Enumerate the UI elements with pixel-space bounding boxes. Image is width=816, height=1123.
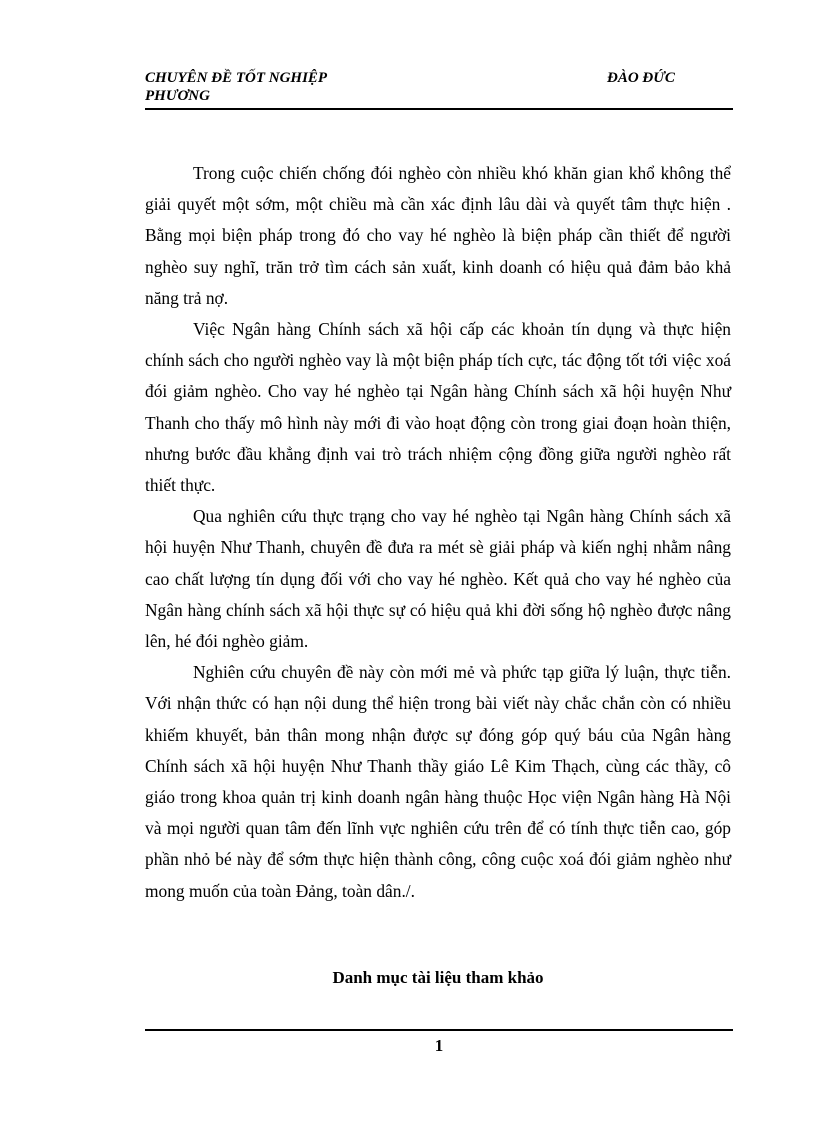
header-author-line2: PHƯƠNG [145, 88, 210, 104]
header-title: CHUYÊN ĐỀ TỐT NGHIỆP [145, 70, 328, 86]
paragraph: Việc Ngân hàng Chính sách xã hội cấp các khoản tín dụng và thực hiện chính sách cho người nghèo vay là một biện pháp tích cực, tác động tốt tới việc xoá đói giảm nghèo. Cho vay hé nghèo tại Ngân hàng Chính sách xã hội huyện Như Thanh cho thấy mô hình này mới đi vào hoạt động còn trong giai đoạn hoàn thiện, nhưng bước đầu khẳng định vai trò trách nhiệm cộng đồng giữa người nghèo rất thiết thực. [145, 319, 731, 496]
page-number: 1 [434, 1036, 444, 1055]
body-text [145, 158, 731, 907]
paragraph: Nghiên cứu chuyên đề này còn mới mẻ và phức tạp giữa lý luận, thực tiễn. Với nhận thức có hạn nội dung thể hiện trong bài viết này chắc chắn còn có nhiều khiếm khuyết, bản thân mong nhận được sự đóng góp quý báu của Ngân hàng Chính sách xã hội huyện Như Thanh thầy giáo Lê Kim Thạch, cùng các thầy, cô giáo trong khoa quản trị kinh doanh ngân hàng thuộc Học viện Ngân hàng Hà Nội và mọi người quan tâm đến lĩnh vực nghiên cứu trên để có tính thực tiễn cao, góp phần nhỏ bé này để sớm thực hiện thành công, công cuộc xoá đói giảm nghèo như mong muốn của toàn Đảng, toàn dân./. [145, 662, 731, 901]
footer-divider [145, 1029, 733, 1031]
page-header [145, 68, 733, 110]
paragraph: Qua nghiên cứu thực trạng cho vay hé nghèo tại Ngân hàng Chính sách xã hội huyện Như Thanh, chuyên đề đưa ra mét sè giải pháp và kiến nghị nhằm nâng cao chất lượng tín dụng đối với cho vay hé nghèo. Kết quả cho vay hé nghèo của Ngân hàng chính sách xã hội thực sự có hiệu quả khi đời sống hộ nghèo được nâng lên, hé đói nghèo giảm. [145, 506, 731, 652]
references-heading: Danh mục tài liệu tham khảo [332, 968, 544, 987]
paragraph: Trong cuộc chiến chống đói nghèo còn nhiều khó khăn gian khổ không thể giải quyết một sớm, một chiều mà cần xác định lâu dài và quyết tâm thực hiện . Bằng mọi biện pháp trong đó cho vay hé nghèo là biện pháp cần thiết để người nghèo suy nghĩ, trăn trở tìm cách sản xuất, kinh doanh có hiệu quả đảm bảo khả năng trả nợ. [145, 163, 731, 308]
header-author-line1: ĐÀO ĐỨC [607, 70, 675, 86]
